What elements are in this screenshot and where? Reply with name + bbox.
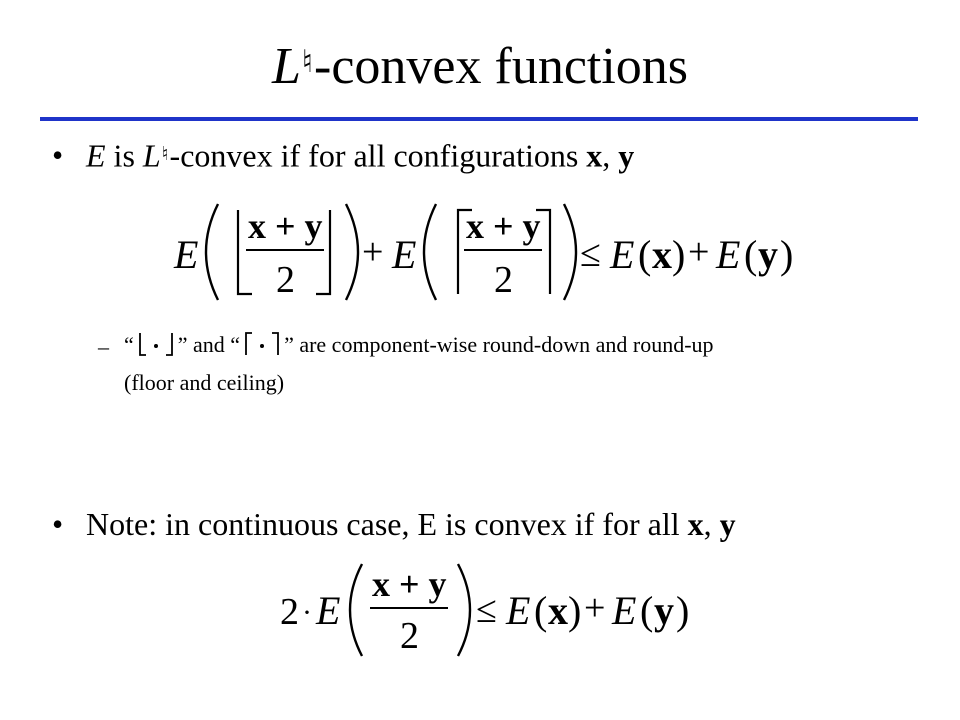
var-x-2: x: [687, 506, 704, 542]
eq2-plus: +: [584, 587, 606, 629]
var-y: y: [618, 137, 635, 174]
eq2-two: 2: [280, 591, 299, 633]
rhs-e-1: E: [610, 232, 635, 277]
open-quote-2: “: [230, 332, 241, 357]
sub-bullet-line-1: [124, 331, 714, 359]
leq-sign: ≤: [580, 233, 601, 275]
floor-symbol-icon: [134, 331, 178, 357]
open-quote: “: [124, 332, 134, 357]
bullet-1: [86, 135, 634, 176]
var-l: L: [142, 137, 161, 174]
title-text: -convex functions: [314, 37, 689, 95]
right-paren-2: [564, 204, 576, 300]
bullet-dot-2: •: [52, 506, 64, 542]
close-quote: ”: [177, 332, 188, 357]
bullet-1-is: is: [105, 137, 143, 174]
comma-2: ,: [703, 506, 720, 542]
bullet-1-text: -convex if for all configurations: [169, 137, 587, 174]
sub-bullet-dash: [98, 333, 109, 361]
eq2-rhs-e-2: E: [612, 588, 637, 633]
eq1-denominator-2: 2: [494, 259, 513, 301]
natural-sign-icon: ♮: [161, 144, 169, 165]
plus-sign: +: [362, 231, 384, 273]
var-y-2: y: [719, 506, 736, 542]
sub-bullet-text: are component-wise round-down and round-up: [293, 332, 714, 357]
rhs-paren-close-2: ): [780, 232, 794, 277]
eq2-rhs-e-1: E: [506, 588, 531, 633]
eq1-numerator-2: x + y: [466, 206, 541, 246]
eq1-denominator-1: 2: [276, 259, 295, 301]
natural-sign-icon: ♮: [301, 44, 314, 79]
dash: –: [98, 334, 109, 359]
slide-title: [0, 30, 960, 99]
eq2-paren-close-2: ): [676, 588, 690, 633]
comma: ,: [602, 137, 619, 174]
ceiling-symbol-icon: [240, 331, 284, 357]
bullet-2: [86, 504, 736, 544]
rhs-paren-close-1: ): [672, 232, 686, 277]
eq2-e: E: [316, 588, 341, 633]
close-quote-2: ”: [284, 332, 294, 357]
rhs-x: x: [652, 232, 672, 277]
bullet-dot-1: •: [52, 137, 64, 173]
var-e: E: [86, 137, 106, 174]
eq2-rhs-x: x: [548, 588, 568, 633]
eq1-numerator-1: x + y: [248, 206, 323, 246]
rhs-e-2: E: [716, 232, 741, 277]
title-underline: [40, 117, 918, 121]
eq1-e: E: [174, 232, 199, 277]
equation-continuous-convexity: [276, 560, 716, 660]
left-paren: [206, 204, 218, 300]
and-word: and: [187, 332, 231, 357]
eq2-cdot: ·: [302, 596, 312, 629]
left-paren-2: [424, 204, 436, 300]
rhs-plus: +: [688, 231, 710, 273]
eq2-paren-close-1: ): [568, 588, 582, 633]
eq2-rhs-y: y: [654, 588, 674, 633]
eq1-e-2: E: [392, 232, 417, 277]
var-x: x: [586, 137, 603, 174]
rhs-paren-open-1: (: [638, 232, 652, 277]
sub-bullet-line-2: (floor and ceiling): [124, 370, 285, 395]
eq2-denominator: 2: [400, 615, 419, 657]
bullet-2-text: Note: in continuous case, E is convex if for all: [86, 506, 688, 542]
rhs-y: y: [758, 232, 778, 277]
equation-discrete-convexity: [160, 196, 820, 308]
eq2-right-paren: [458, 564, 470, 656]
rhs-paren-open-2: (: [744, 232, 758, 277]
eq2-left-paren: [350, 564, 362, 656]
eq2-numerator: x + y: [372, 564, 447, 604]
right-paren: [346, 204, 358, 300]
eq2-leq: ≤: [476, 589, 497, 631]
title-variable: L: [271, 37, 301, 95]
eq2-paren-open-2: (: [640, 588, 654, 633]
eq2-paren-open-1: (: [534, 588, 548, 633]
